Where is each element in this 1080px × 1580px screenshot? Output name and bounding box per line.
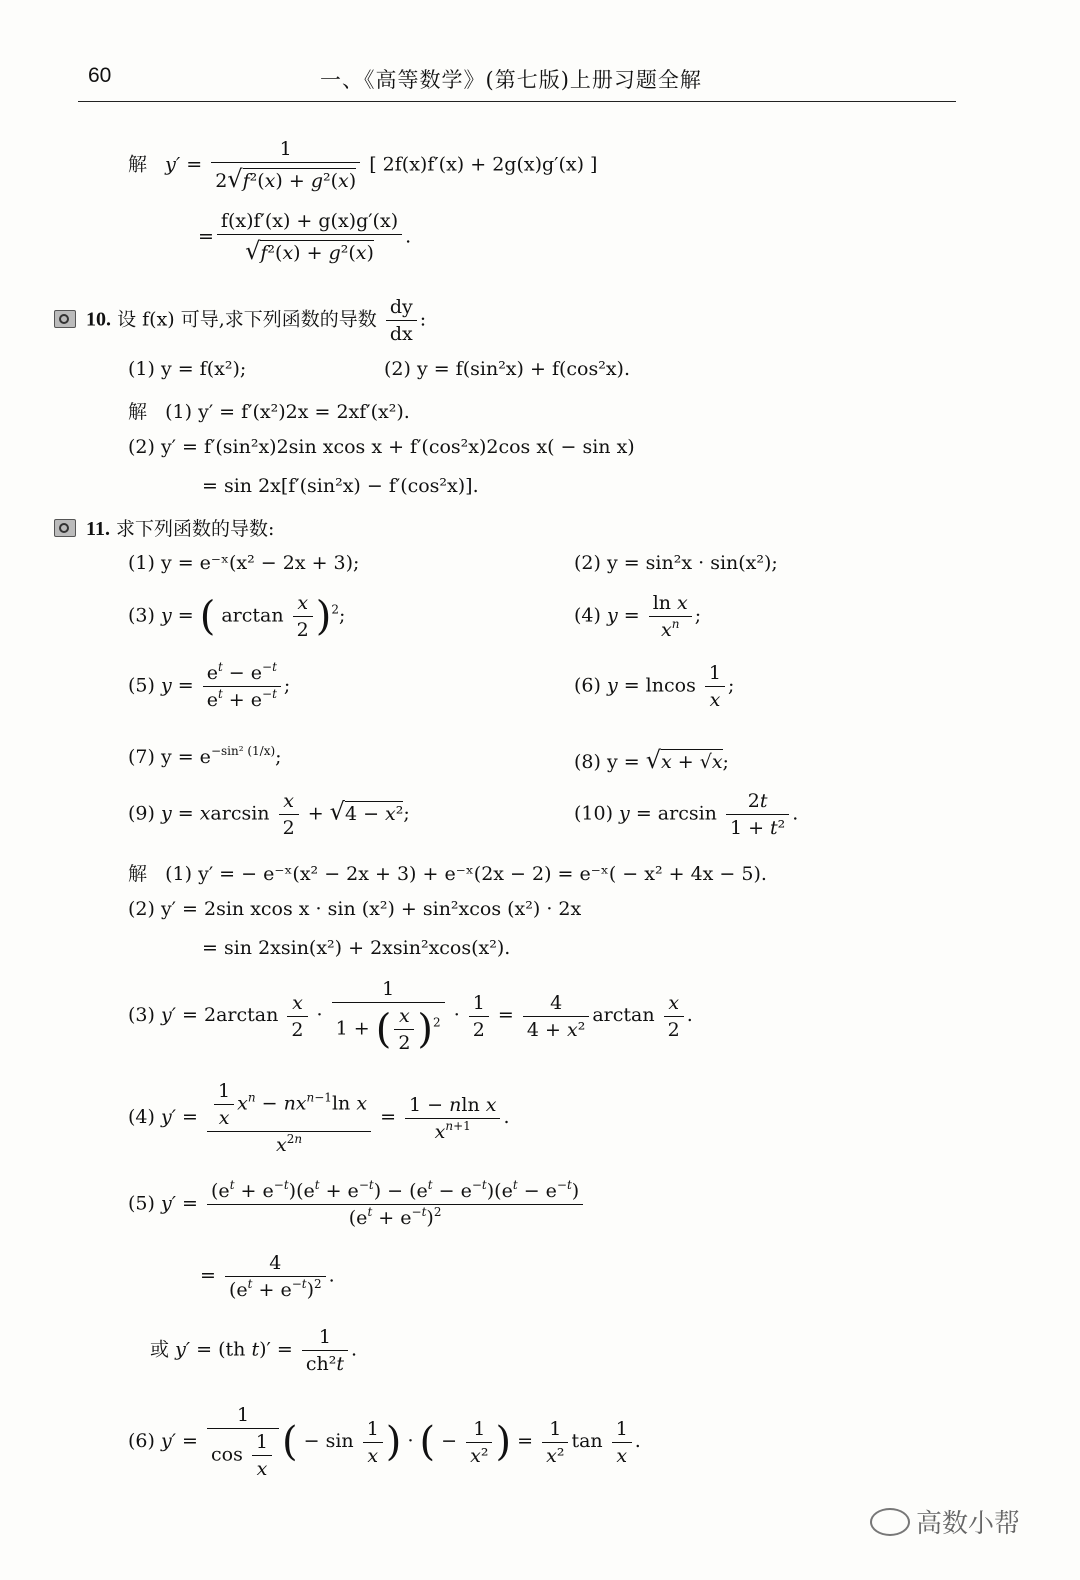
problem-10-stem: 10. 设 f(x) 可导,求下列函数的导数 $\frac{dy}{dx}$ : [54,296,426,345]
problem-11-item-8: (8) y = √x + √x; [574,746,729,774]
problem-11-sol-5b: = $\frac{4}{(e^t + e^{-t})^2}$ . [200,1252,335,1301]
problem-11-item-5: (5) y = $\frac{e^t - e^{-t}}{e^t + e^{-t}}$ ; [128,660,291,711]
problem-11-sol-1: 解 (1) y′ = − e⁻ˣ(x² − 2x + 3) + e⁻ˣ(2x − 2) = e⁻ˣ( − x² + 4x − 5). [128,863,767,885]
magnifier-icon [54,310,76,328]
problem-11-sol-5a: (5) y′ = $\frac{(e^t + e^{-t})(e^t + e^{-t}) - (e^t - e^{-t})(e^t - e^{-t})}{(e^t + e^{-t})^2}$ [128,1180,586,1229]
prev-fraction: $\frac{1}{\text{2√f²(x) + g²(x)}}$ [211,138,360,193]
header-rule [78,101,956,102]
solution-label: 解 [128,153,148,176]
problem-11-sol-5c: 或 y′ = (th t)′ = $\frac{1}{\text{ch²t}}$ . [150,1326,358,1375]
prev-solution-line1: 解 y′ = $\frac{1}{\text{2√f²(x) + g²(x)}}$ [ 2f(x)f′(x) + 2g(x)g′(x) ] [128,138,598,193]
problem-10-item-1: (1) y = f(x²); [128,358,247,380]
problem-11-item-1: (1) y = e⁻ˣ(x² − 2x + 3); [128,552,360,574]
problem-11-item-3: (3) y = ( arctan $\frac{x}{2}$ )$^2$; [128,592,346,641]
problem-11-stem: 11. 求下列函数的导数: [54,514,274,541]
problem-11-item-6: (6) y = lncos $\frac{1}{x}$ ; [574,662,735,711]
problem-11-sol-6: (6) y′ = 1 cos $\frac{1}{x}$ ( − sin $\frac{1}{x}$ ) · ( − $\frac{1}{\text{x²}}$ ) = $\frac{1}{\text{x²}}$ tan $\frac{1}{x}$ . [128,1404,641,1480]
prev-solution-line2: = $\frac{f(x)f'(x) + g(x)g'(x)}{\text{√f²(x) + g²(x)}}$ . [198,210,412,265]
problem-11-sol-2b: = sin 2xsin(x²) + 2xsin²xcos(x²). [202,937,511,959]
wechat-icon [870,1508,910,1536]
problem-11-item-10: (10) y = arcsin $\frac{2t}{\text{1 + t²}}$ . [574,790,799,839]
problem-11-item-2: (2) y = sin²x · sin(x²); [574,552,778,574]
problem-11-item-7: (7) $y = e^{-sin^2 (1/x)}$; [128,744,282,768]
problem-11-item-9: (9) y = xarcsin $\frac{x}{2}$ + √4 − x²; [128,790,410,839]
problem-10-sol-2a: (2) y′ = f′(sin²x)2sin xcos x + f′(cos²x)2cos x( − sin x) [128,436,635,458]
problem-10-sol-1: 解 (1) y′ = f′(x²)2x = 2xf′(x²). [128,401,410,423]
problem-11-item-4: (4) y = $\frac{\text{ln x}}{x^n}$ ; [574,592,702,641]
problem-10-item-2: (2) y = f(sin²x) + f(cos²x). [384,358,630,380]
page-number: 60 [88,64,112,87]
magnifier-icon [54,519,76,537]
problem-11-sol-3: (3) y′ = 2arctan $\frac{x}{2}$ · 1 1 + ( $\frac{x}{2}$ )$^2$ · $\frac{1}{2}$ = $\frac{4}{\text{4 + x²}}$ arctan $\frac{x}{2}$ . [128,978,693,1054]
prev-bracket: [ 2f(x)f′(x) + 2g(x)g′(x) ] [369,153,598,176]
running-title: 一、《高等数学》(第七版)上册习题全解 [320,68,702,92]
problem-11-sol-2a: (2) y′ = 2sin xcos x · sin (x²) + sin²xcos (x²) · 2x [128,898,582,920]
watermark: 高数小帮 [870,1503,1020,1540]
problem-11-sol-4: (4) y′ = $\frac{1}{x}$ $x^n - nx^{n-1}\ln$ x $x^{2n}$ = $\frac{\text{1 − nln x}}{x^{n+1}}$ . [128,1080,510,1156]
problem-10-sol-2b: = sin 2x[f′(sin²x) − f′(cos²x)]. [202,475,479,497]
